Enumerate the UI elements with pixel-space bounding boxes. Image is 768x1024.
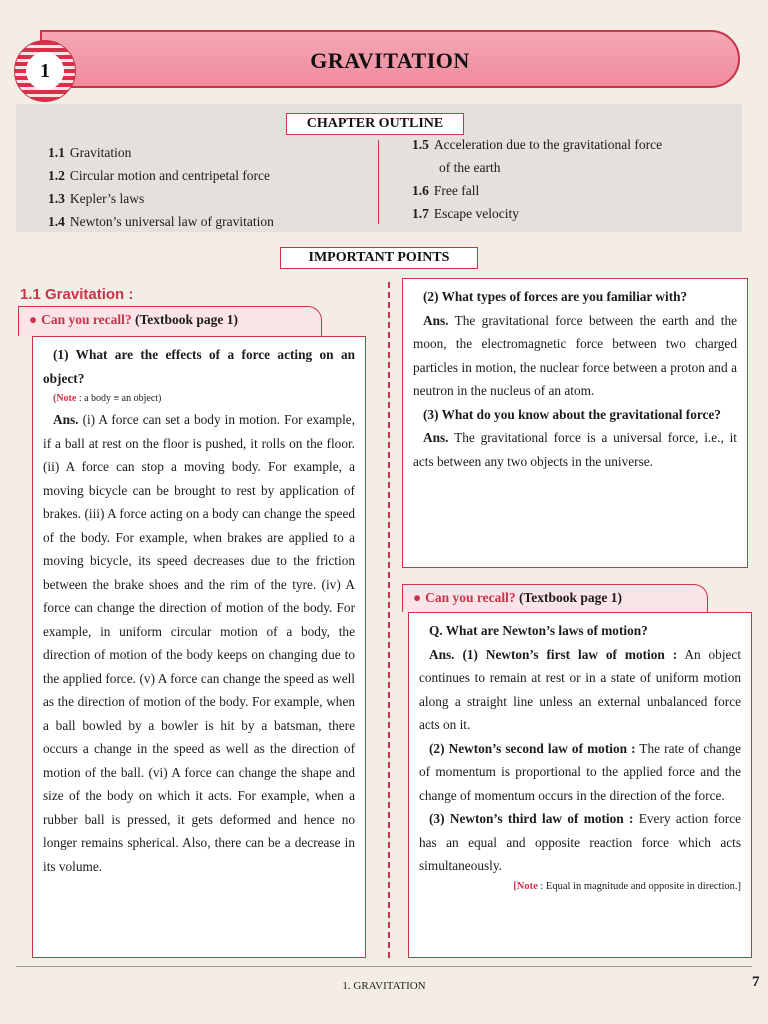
outline-item: 1.6 Free fall: [412, 183, 480, 198]
answer-text: Ans. The gravitational force is a universal force, i.e., it acts between any two objects in the universe.: [413, 430, 737, 469]
can-you-recall-tab: ● Can you recall? (Textbook page 1): [18, 306, 322, 336]
bullet-icon: ●: [29, 312, 38, 327]
question-box-forces: [402, 278, 748, 568]
outline-item: 1.3 Kepler’s laws: [48, 191, 145, 206]
important-points-heading: IMPORTANT POINTS: [280, 247, 478, 269]
outline-right-list: [412, 133, 662, 225]
footer-running-title: 1. GRAVITATION: [342, 980, 426, 992]
chapter-number-badge: [14, 40, 76, 102]
question-text: (1) What are the effects of a force acting on an object?: [43, 347, 355, 386]
outline-item: 1.7 Escape velocity: [412, 206, 519, 221]
chapter-banner: [40, 30, 740, 88]
bullet-icon: ●: [413, 590, 422, 605]
note-line: [Note : Equal in magnitude and opposite in direction.]: [513, 880, 741, 892]
answer-text: Ans. (i) A force can set a body in motion. For example, if a ball at rest on the floor is pushed, it rolls on the floor. (ii) A force can stop a moving body. For example, a moving bicycle can be brought to rest by application of brakes. (iii) A force acting on a body can change the speed of the body. For example, when brakes are applied to a moving bicycle, its speed decreases due to the friction between the brake shoes and the rim of the tyre. (iv) A force can change the direction of motion of the body. For example, in uniform circular motion of a body, the direction of motion of the body keeps on changing due to the applied force. (v) A force can change the speed as well as the direction of motion of the body. For example, when a ball bowled by a bowler is hit by a batsman, there occurs a change in the speed as well as the direction of motion of the ball. (vi) A force can change the shape and size of the body on which it acts. For example, when a rubber ball is pressed, it gets deformed and hence no longer remains spherical. Also, there can be a decrease in its volume.: [43, 412, 355, 874]
footer-rule: [16, 966, 752, 967]
outline-item-continuation: of the earth: [439, 160, 501, 175]
column-divider: [388, 282, 390, 958]
chapter-title: GRAVITATION: [310, 48, 470, 73]
chapter-outline-heading: CHAPTER OUTLINE: [286, 113, 464, 135]
question-text: Q. What are Newton’s laws of motion?: [429, 623, 648, 638]
question-box-effects-of-force: [32, 336, 366, 958]
note-line: (Note : a body ≡ an object): [53, 393, 162, 404]
law-second: (2) Newton’s second law of motion : The rate of change of momentum is proportional to the applied force and the change of momentum occurs in the direction of the force.: [419, 740, 741, 803]
outline-item: 1.1 Gravitation: [48, 145, 132, 160]
section-heading-gravitation: 1.1 Gravitation :: [20, 286, 134, 303]
chapter-number: 1: [26, 52, 64, 90]
outline-item: 1.4 Newton’s universal law of gravitation: [48, 214, 274, 229]
page-number: 7: [752, 974, 760, 990]
can-you-recall-tab: ● Can you recall? (Textbook page 1): [402, 584, 708, 612]
outline-item: 1.2 Circular motion and centripetal force: [48, 168, 271, 183]
outline-left-list: [48, 141, 274, 233]
outline-item: 1.5 Acceleration due to the gravitational force: [412, 137, 663, 152]
law-third: (3) Newton’s third law of motion : Every action force has an equal and opposite reaction force which acts simultaneously.: [419, 811, 741, 873]
question-text: (2) What types of forces are you familiar with?: [423, 289, 688, 304]
law-first: Ans. (1) Newton’s first law of motion : An object continues to remain at rest or in a state of uniform motion along a straight line unless an external unbalanced force acts on it.: [419, 646, 742, 732]
answer-text: Ans. The gravitational force between the earth and the moon, the electromagnetic force between two charged particles in motion, the nuclear force between a proton and a neutron in the nucleus of an atom.: [413, 312, 737, 398]
outline-divider: [378, 140, 379, 224]
question-box-newtons-laws: [408, 612, 752, 958]
question-text: (3) What do you know about the gravitational force?: [423, 406, 721, 422]
